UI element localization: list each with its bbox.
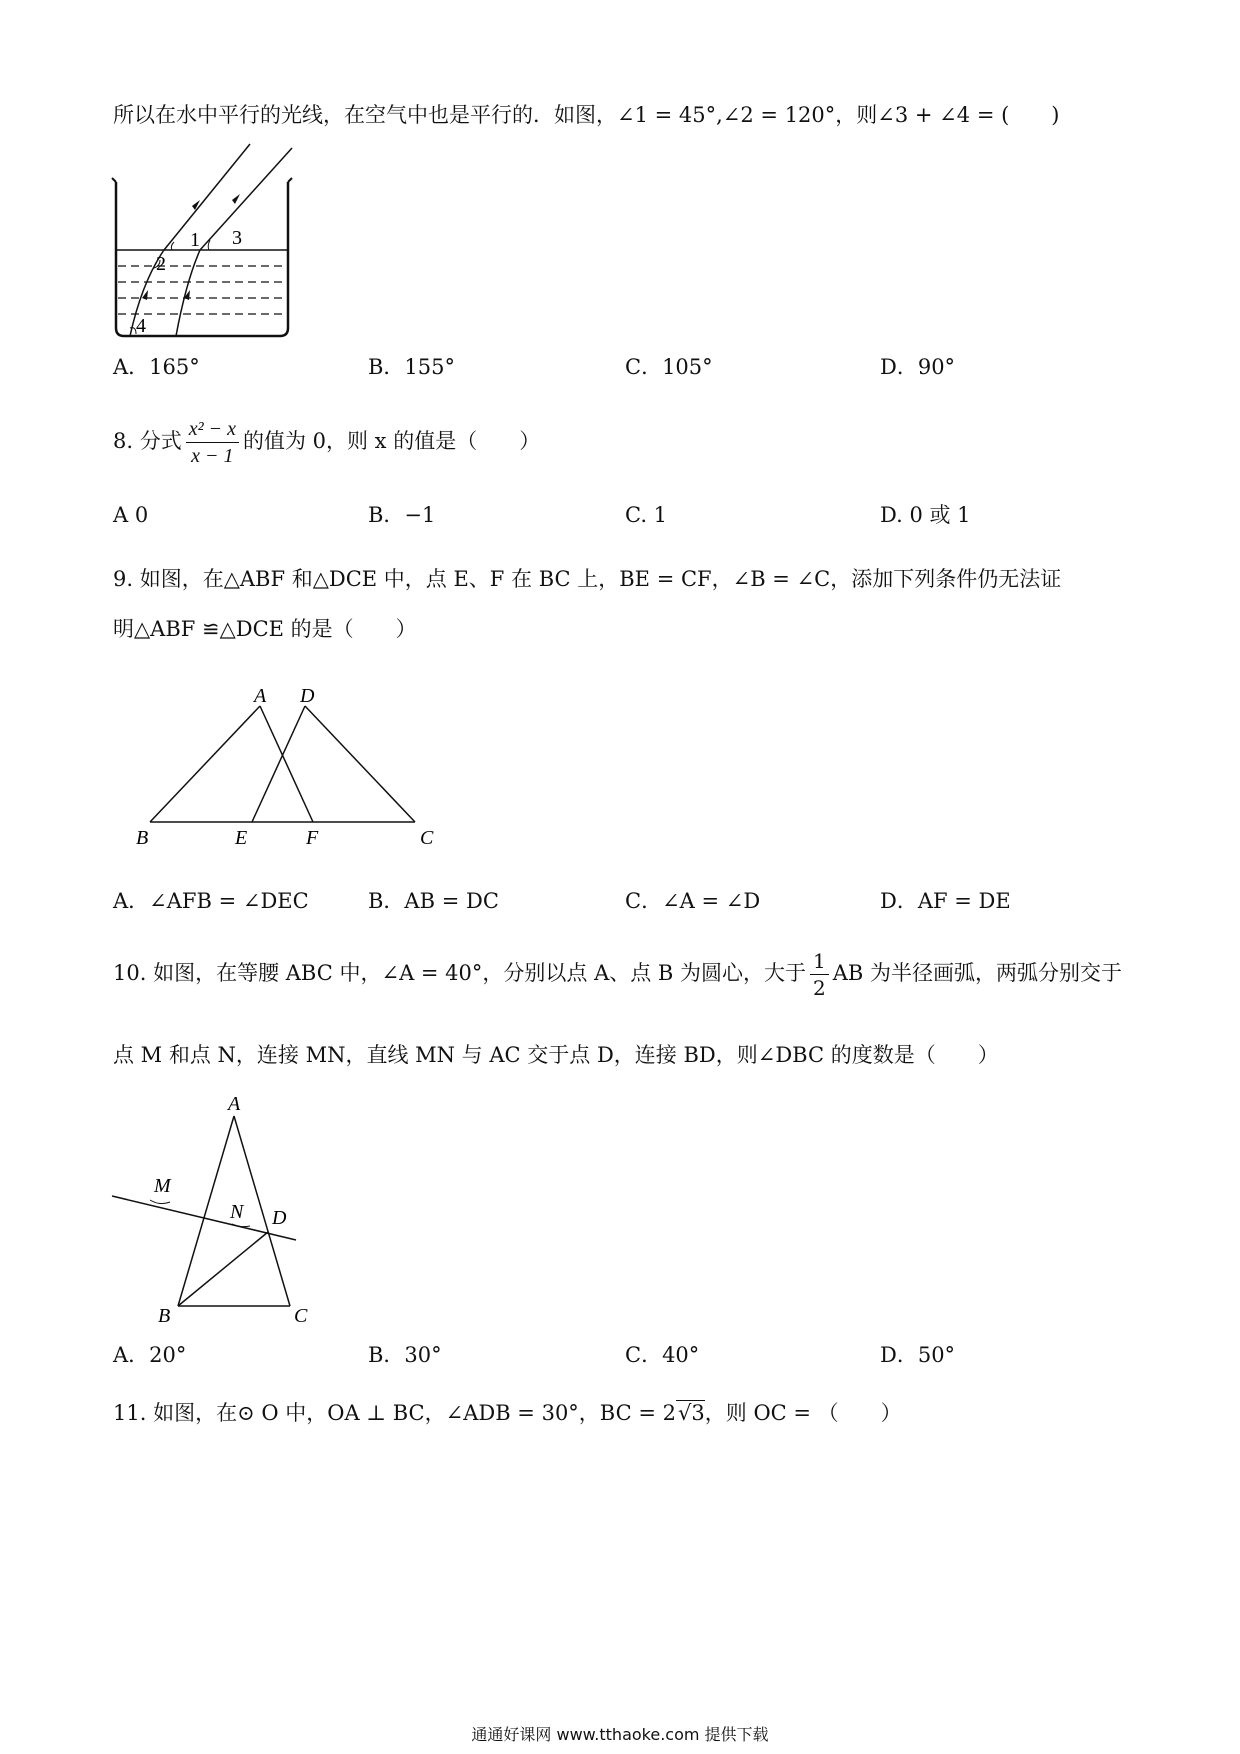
q9-triangles-figure <box>130 682 450 852</box>
q10-option-c[interactable]: C．40° <box>625 1343 700 1367</box>
q10-frac-num: 1 <box>810 948 829 975</box>
q7-angle-3-label: 3 <box>232 227 242 249</box>
q11-text <box>113 1398 902 1428</box>
q10-label-d: D <box>272 1207 287 1229</box>
q9-label-f: F <box>306 827 319 849</box>
q8-option-c[interactable]: C. 1 <box>625 503 668 527</box>
q8-option-d[interactable]: D. 0 或 1 <box>880 503 971 527</box>
q11-sqrt: √3 <box>678 1401 705 1425</box>
q10-frac-den: 2 <box>813 976 826 1000</box>
q10-fraction <box>810 948 829 1001</box>
q7-beaker-figure <box>112 142 292 342</box>
q7-option-d[interactable]: D．90° <box>880 355 956 379</box>
q8-numerator: x² − x <box>186 416 239 443</box>
q8-option-a[interactable]: A 0 <box>113 503 149 527</box>
q10-label-c: C <box>294 1305 308 1327</box>
q8-option-b[interactable]: B．−1 <box>368 503 436 527</box>
q10-label-a: A <box>228 1093 241 1115</box>
q7-option-c[interactable]: C．105° <box>625 355 713 379</box>
q11-sqrt-value: 3 <box>691 1401 705 1425</box>
q10-triangle-figure <box>110 1090 330 1327</box>
q10-option-b[interactable]: B．30° <box>368 1343 442 1367</box>
q7-option-b[interactable]: B．155° <box>368 355 456 379</box>
q9-label-a: A <box>254 685 267 707</box>
q8-prefix: 8. 分式 <box>113 429 182 453</box>
q7-angle-2-label: 2 <box>156 253 166 275</box>
q7-angle-1-label: 1 <box>190 229 200 251</box>
q9-label-e: E <box>235 827 248 849</box>
q10-line1-b: AB 为半径画弧，两弧分别交于 <box>832 961 1123 985</box>
q8-text <box>113 410 540 472</box>
q9-option-d[interactable]: D．AF = DE <box>880 889 1011 913</box>
q9-option-b[interactable]: B．AB = DC <box>368 889 499 913</box>
q9-option-c[interactable]: C．∠A = ∠D <box>625 889 761 913</box>
q9-line2: 明△ABF ≌△DCE 的是（ ） <box>113 617 417 641</box>
q9-line1: 9. 如图，在△ABF 和△DCE 中，点 E、F 在 BC 上，BE = CF，∠B = ∠C，添加下列条件仍无法证 <box>113 567 1062 591</box>
q9-label-b: B <box>136 827 149 849</box>
q9-label-d: D <box>300 685 315 707</box>
q9-label-c: C <box>420 827 434 849</box>
q10-line1-a: 10. 如图，在等腰 ABC 中，∠A = 40°，分别以点 A、点 B 为圆心，大于 <box>113 961 807 985</box>
q10-line2: 点 M 和点 N，连接 MN，直线 MN 与 AC 交于点 D，连接 BD，则∠DBC 的度数是（ ） <box>113 1043 999 1067</box>
q10-label-b: B <box>158 1305 171 1327</box>
q10-label-m: M <box>154 1175 171 1197</box>
q10-option-d[interactable]: D．50° <box>880 1343 956 1367</box>
q11-text-a: 11. 如图，在⊙ O 中，OA ⊥ BC，∠ADB = 30°，BC = 2 <box>113 1401 677 1425</box>
page-footer: 通通好课网 www.tthaoke.com 提供下载 <box>471 1725 769 1744</box>
q9-option-a[interactable]: A．∠AFB = ∠DEC <box>113 889 309 913</box>
q8-suffix: 的值为 0，则 x 的值是（ ） <box>242 429 541 453</box>
q8-fraction <box>186 416 239 469</box>
q7-option-a[interactable]: A．165° <box>113 355 200 379</box>
q8-denominator: x − 1 <box>191 445 234 467</box>
q11-text-b: ，则 OC = （ ） <box>704 1401 902 1425</box>
q7-angle-4-label: 4 <box>136 315 146 337</box>
q10-label-n: N <box>230 1201 244 1223</box>
q10-option-a[interactable]: A．20° <box>113 1343 187 1367</box>
q7-text: 所以在水中平行的光线，在空气中也是平行的．如图，∠1 = 45°,∠2 = 120°，则∠3 + ∠4 = ( ) <box>113 103 1060 127</box>
q10-line1 <box>113 942 1122 1004</box>
